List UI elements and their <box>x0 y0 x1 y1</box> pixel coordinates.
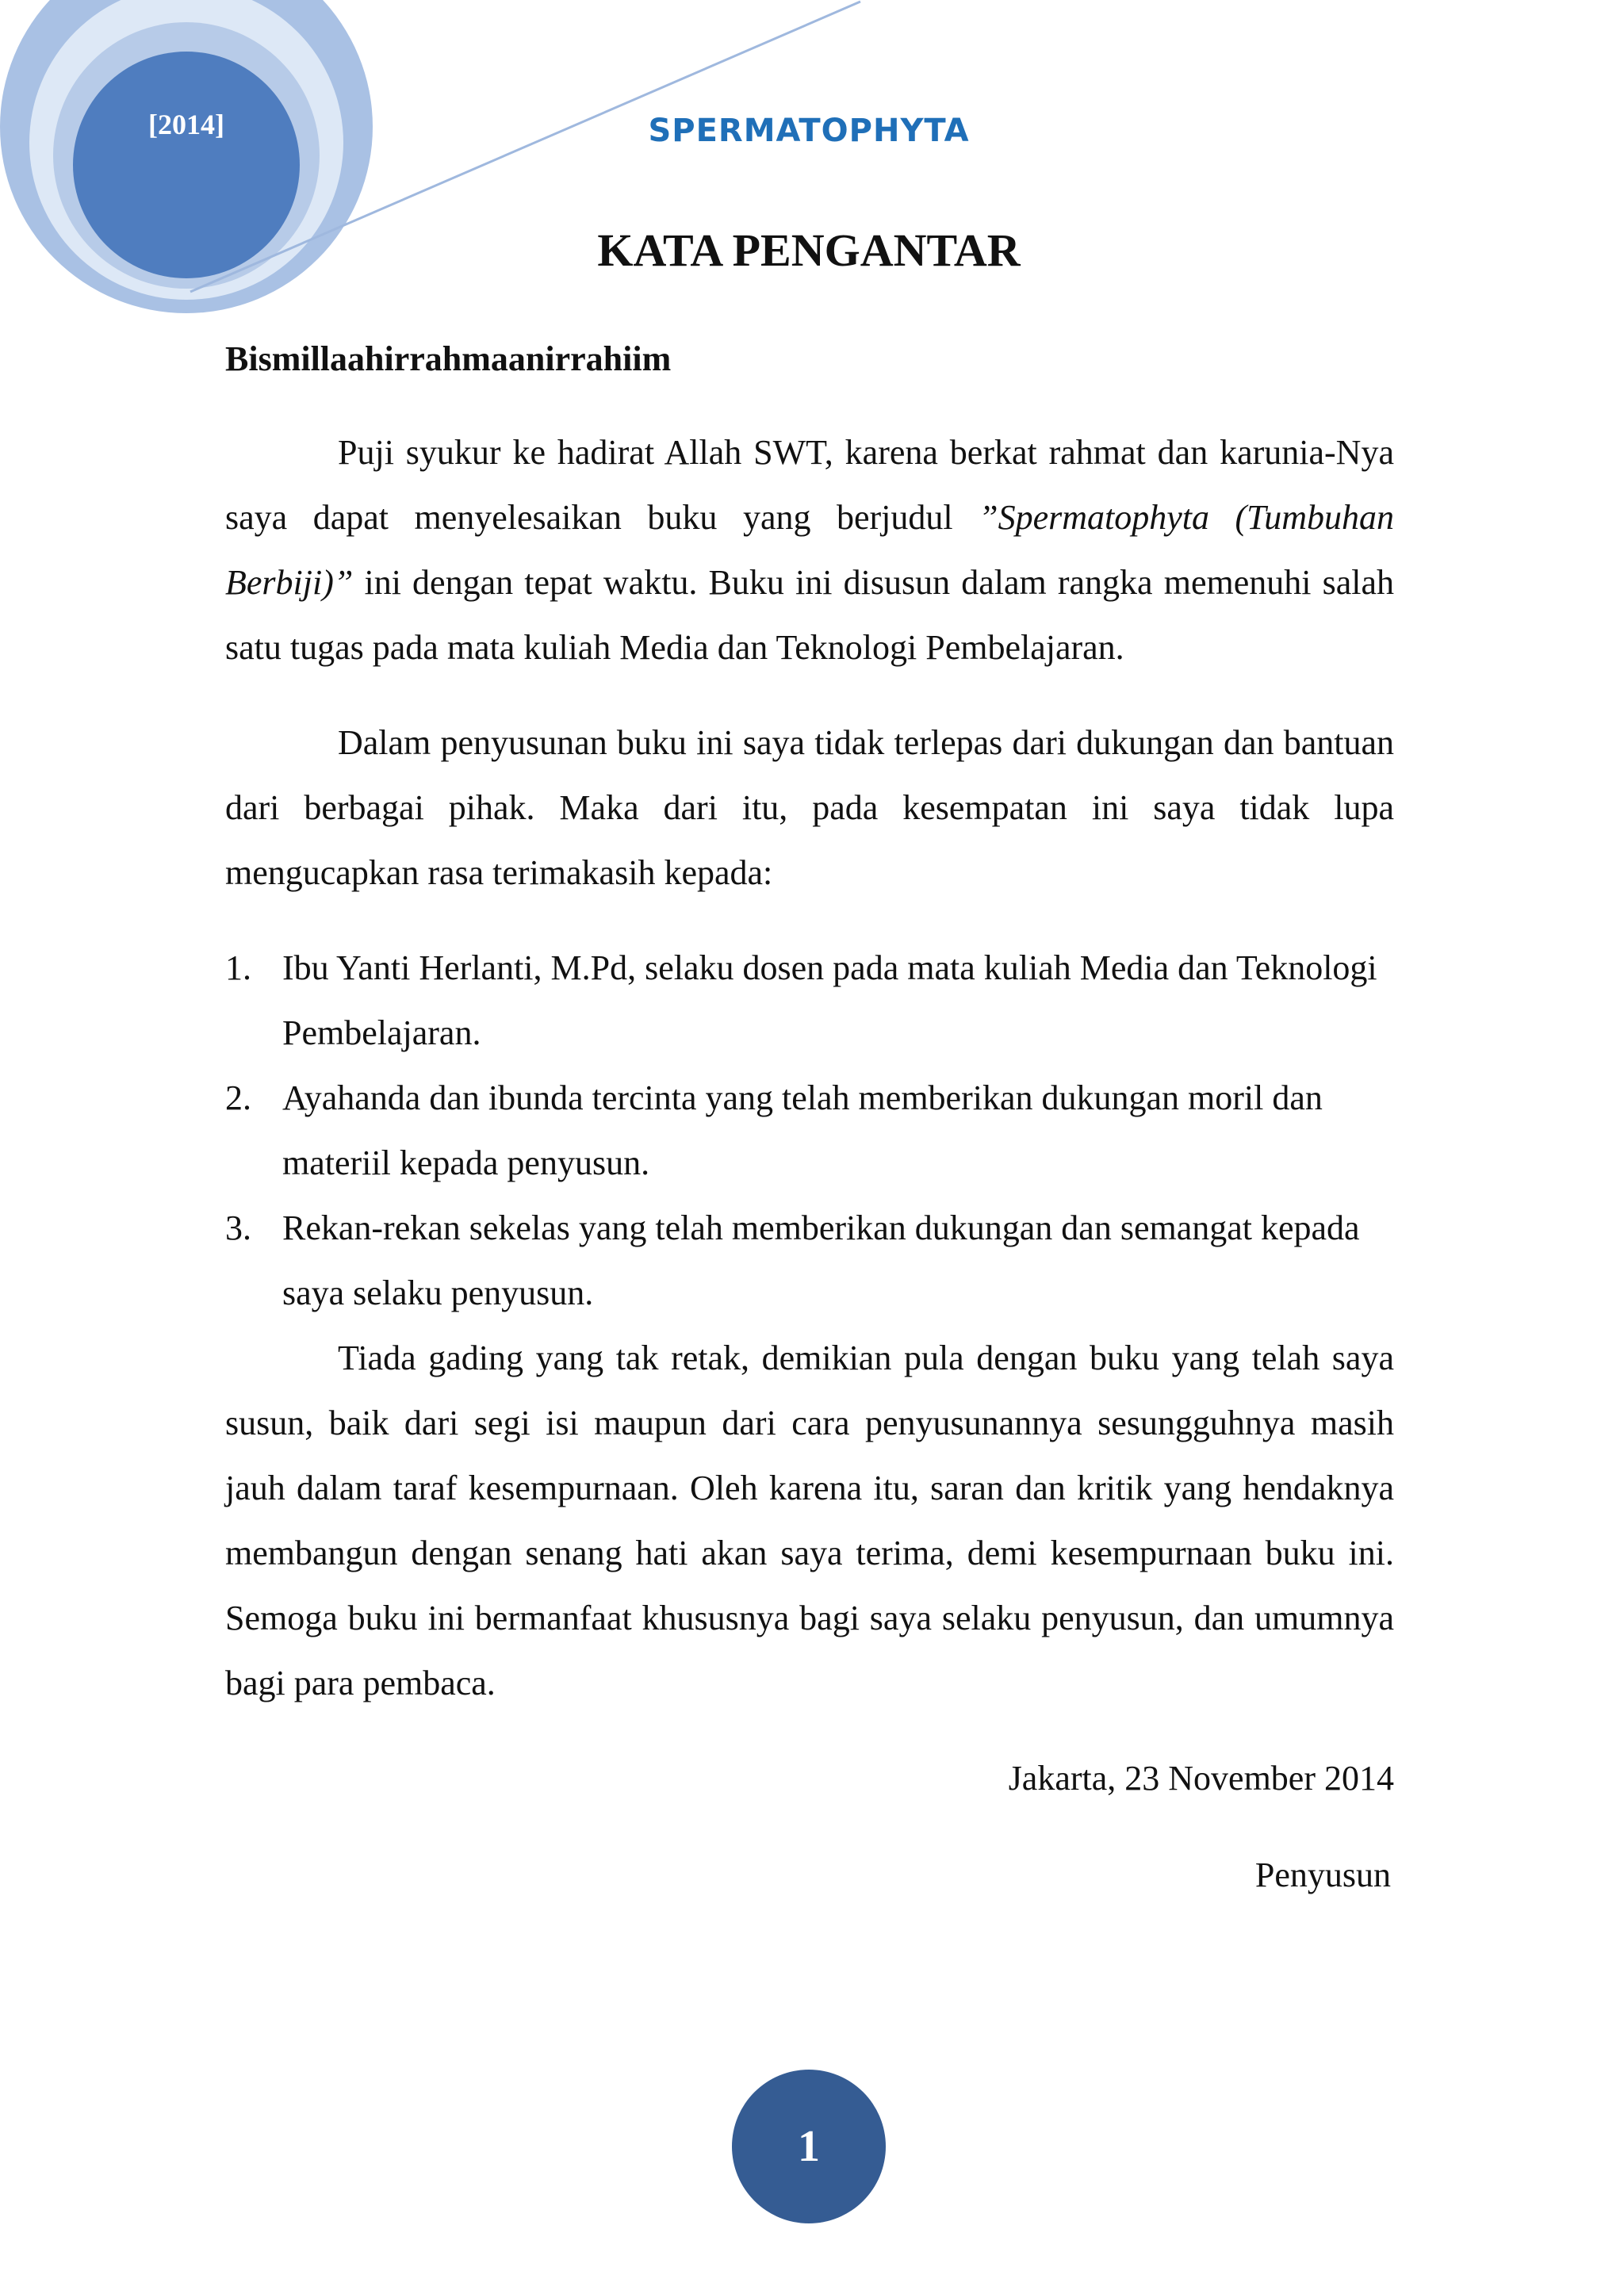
list-item <box>225 1196 1394 1326</box>
list-item-text: Ayahanda dan ibunda tercinta yang telah memberikan dukungan moril dan materiil kepada penyusun. <box>282 1078 1323 1182</box>
list-item-text: Rekan-rekan sekelas yang telah memberikan dukungan dan semangat kepada saya selaku penyusun. <box>282 1208 1360 1312</box>
document-body <box>225 327 1394 1908</box>
page-title: KATA PENGANTAR <box>597 224 1021 276</box>
paragraph-intro-end: ini dengan tepat waktu. Buku ini disusun dalam rangka memenuhi salah satu tugas pada mata kuliah Media dan Teknologi Pembelajaran. <box>225 563 1394 667</box>
page-number-badge <box>732 2070 886 2223</box>
list-item <box>225 936 1394 1066</box>
thanks-list <box>225 936 1394 1326</box>
list-item <box>225 1066 1394 1196</box>
paragraph-closing: Tiada gading yang tak retak, demikian pula dengan buku yang telah saya susun, baik dari segi isi maupun dari cara penyusunannya sesungguhnya masih jauh dalam taraf kesempurnaan. Oleh karena itu, saran dan kritik yang hendaknya membangun dengan senang hati akan saya terima, demi kesempurnaan buku ini. Semoga buku ini bermanfaat khususnya bagi saya selaku penyusun, dan umumnya bagi para pembaca. <box>225 1338 1394 1702</box>
list-item-number: 3. <box>225 1208 251 1247</box>
list-item-number: 1. <box>225 948 251 987</box>
date-line: Jakarta, 23 November 2014 <box>1008 1759 1394 1798</box>
list-item-text: Ibu Yanti Herlanti, M.Pd, selaku dosen pada mata kuliah Media dan Teknologi Pembelajaran. <box>282 948 1377 1052</box>
paragraph-acknowledgement: Dalam penyusunan buku ini saya tidak terlepas dari dukungan dan bantuan dari berbagai pihak. Maka dari itu, pada kesempatan ini saya tidak lupa mengucapkan rasa terimakasih kepada: <box>225 723 1394 892</box>
greeting: Bismillaahirrahmaanirrahiim <box>225 339 672 378</box>
book-title: ”Spermatophyta (Tumbuhan Berbiji)” <box>225 498 1394 602</box>
paragraph-intro <box>225 420 1394 680</box>
list-item-number: 2. <box>225 1078 251 1117</box>
paragraph-intro-start: Puji syukur ke hadirat Allah SWT, karena berkat rahmat dan karunia-Nya saya dapat menyelesaikan buku yang berjudul <box>225 433 1394 537</box>
signer: Penyusun <box>1254 1855 1391 1894</box>
page-number: 1 <box>798 2122 820 2171</box>
header-title: SPERMATOPHYTA <box>648 113 970 149</box>
header-year: [2014] <box>148 109 224 140</box>
header-decoration <box>0 0 872 333</box>
